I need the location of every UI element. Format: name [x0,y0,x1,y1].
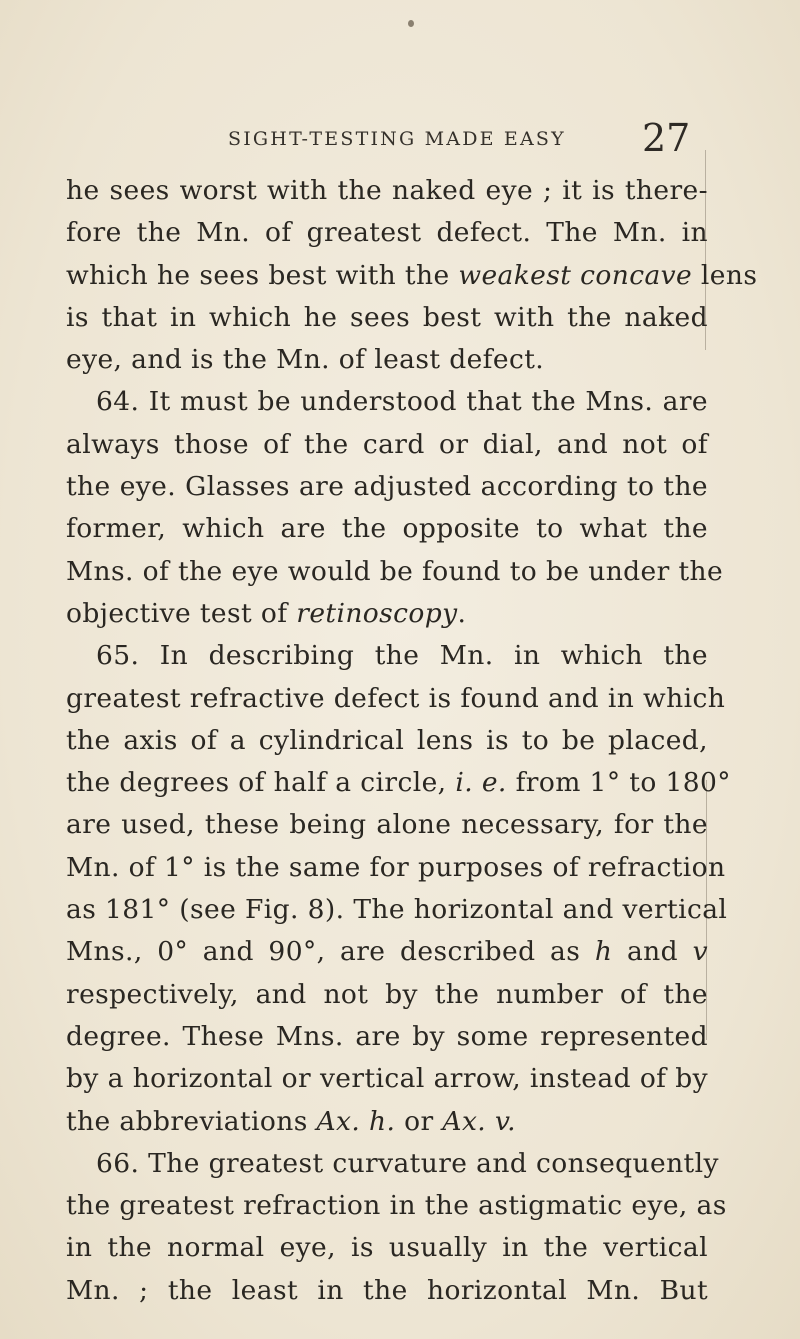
text-line [66,381,708,423]
italic-text: i. e. [455,767,507,799]
text-line [66,678,726,720]
text-line [66,551,724,593]
italic-text: retinoscopy [296,597,458,629]
text-segment: in the normal eye, is usually in the vertical [66,1232,708,1264]
text-segment: degree. These Mns. are by some represented [66,1020,708,1052]
text-segment: or [395,1105,443,1137]
text-line [66,931,708,973]
text-segment: and [612,936,693,968]
text-segment: 64. It must be understood that the Mns. are [96,386,708,418]
text-line [66,1016,708,1058]
text-segment: the greatest refraction in the astigmatic eye, as [66,1190,727,1222]
text-segment: Mn. ; the least in the horizontal Mn. But [66,1274,708,1306]
text-segment: eye, and is the Mn. of least defect. [66,344,545,376]
running-title: SIGHT-TESTING MADE EASY [228,128,566,150]
text-segment: objective test of [66,597,297,629]
text-segment: Mns. of the eye would be found to be under the [66,555,724,587]
text-line [66,1185,727,1227]
text-line [66,635,708,677]
text-line [66,593,708,635]
text-segment: 65. In describing the Mn. in which the [96,640,708,672]
text-line [66,1270,708,1312]
text-line [66,847,726,889]
text-segment: lens [692,259,758,291]
running-head [0,116,800,160]
text-line [66,974,708,1016]
text-segment: greatest refractive defect is found and in which [66,682,726,714]
text-segment: respectively, and not by the number of the [66,978,708,1010]
text-segment: the axis of a cylindrical lens is to be placed, [66,724,708,756]
text-line [66,297,708,339]
italic-text: Ax. v. [442,1105,517,1137]
text-line [66,255,758,297]
text-line [66,762,731,804]
text-segment: 66. The greatest curvature and consequently [96,1147,719,1179]
italic-text: v [692,936,708,968]
text-line [66,889,728,931]
text-line [66,1058,708,1100]
text-segment: he sees worst with the naked eye ; it is there- [66,175,708,206]
text-line [66,466,708,508]
text-segment: from 1° to 180° [506,767,731,799]
text-line [66,804,708,846]
text-line [66,1227,708,1269]
text-segment: the eye. Glasses are adjusted according to the [66,471,708,503]
text-line [66,339,708,381]
text-segment: are used, these being alone necessary, for the [66,809,708,841]
text-line [66,212,708,254]
text-line [66,1101,708,1143]
text-segment: Mns., 0° and 90°, are described as [66,936,595,968]
text-segment: always those of the card or dial, and not of [66,428,708,460]
text-segment: the degrees of half a circle, [66,767,456,799]
text-line [66,170,708,212]
text-segment: Mn. of 1° is the same for purposes of refraction [66,851,726,883]
italic-text: Ax. h. [316,1105,396,1137]
text-line [66,720,708,762]
text-segment: the abbreviations [66,1105,317,1137]
text-segment: is that in which he sees best with the naked [66,301,708,333]
body-text [66,170,758,1312]
italic-text: h [594,936,613,968]
text-line [66,424,708,466]
text-segment: former, which are the opposite to what the [66,513,708,545]
text-segment: as 181° (see Fig. 8). The horizontal and vertical [66,894,728,926]
text-segment: which he sees best with the [66,259,459,291]
text-segment: by a horizontal or vertical arrow, instead of by [66,1063,708,1095]
text-segment: fore the Mn. of greatest defect. The Mn. in [66,217,708,249]
text-line [66,508,708,550]
text-line [66,1143,719,1185]
page-number: 27 [642,116,691,160]
italic-text: weakest concave [458,259,693,291]
text-segment: . [457,597,467,629]
ink-speck [408,20,414,27]
